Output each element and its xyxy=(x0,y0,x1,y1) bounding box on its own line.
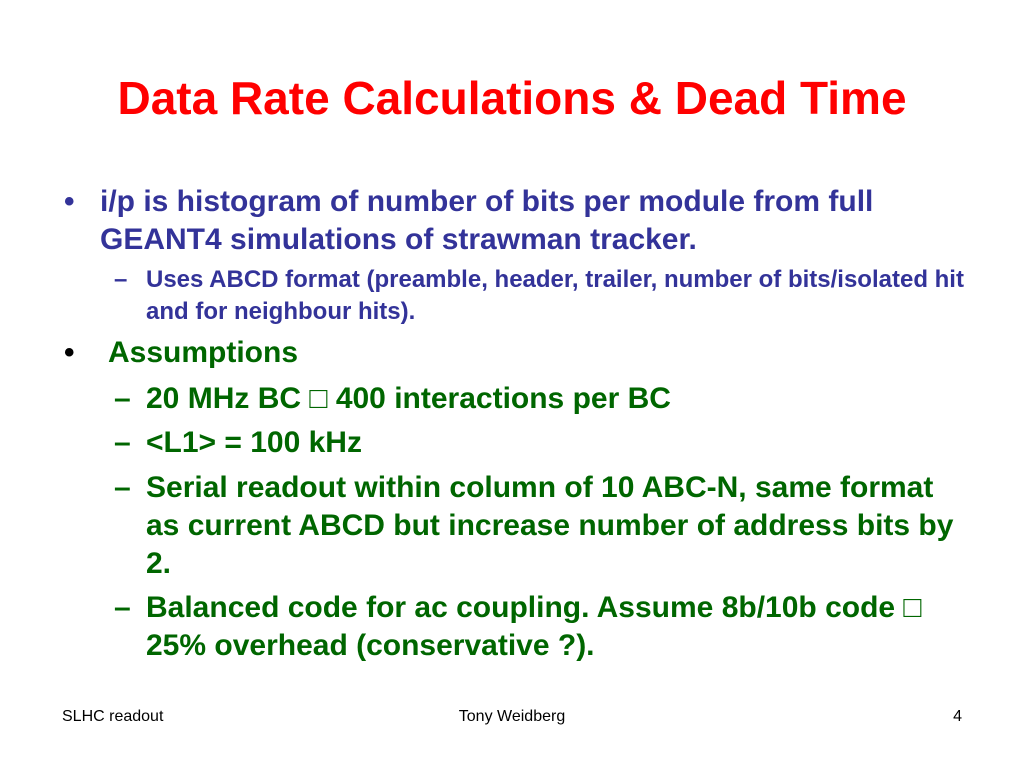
subbullet-text: Balanced code for ac coupling. Assume 8b/10b code □ 25% overhead (conservative ?). xyxy=(146,591,922,662)
subbullet-text: <L1> = 100 kHz xyxy=(146,426,362,459)
dash-marker: – xyxy=(114,471,131,504)
subbullet-abcd-format xyxy=(114,264,966,328)
subbullet-bunch-crossing xyxy=(114,380,966,418)
subbullet-balanced-code xyxy=(114,589,966,665)
bullet-text: i/p is histogram of number of bits per module from full GEANT4 simulations of strawman tracker. xyxy=(100,185,874,256)
dash-marker: – xyxy=(114,266,128,293)
subbullet-text: 20 MHz BC □ 400 interactions per BC xyxy=(146,382,671,415)
subbullet-text: Uses ABCD format (preamble, header, trailer, number of bits/isolated hit and for neighbour hits). xyxy=(146,266,964,325)
dash-marker: – xyxy=(114,426,131,459)
footer-page-number: 4 xyxy=(953,708,962,725)
bullet-marker: • xyxy=(64,336,75,369)
subbullet-text: Serial readout within column of 10 ABC-N, same format as current ABCD but increase number of address bits by 2. xyxy=(146,471,954,580)
bullet-text: Assumptions xyxy=(108,336,299,369)
bullet-marker: • xyxy=(64,185,75,218)
dash-marker: – xyxy=(114,382,131,415)
subbullet-l1-rate xyxy=(114,424,966,462)
footer-presentation-title: SLHC readout xyxy=(62,708,164,725)
bullet-input-histogram xyxy=(64,183,970,259)
footer-author: Tony Weidberg xyxy=(458,708,566,725)
bullet-assumptions xyxy=(64,334,978,372)
subbullet-serial-readout xyxy=(114,469,966,583)
slide-title: Data Rate Calculations & Dead Time xyxy=(117,72,907,124)
dash-marker: – xyxy=(114,591,131,624)
